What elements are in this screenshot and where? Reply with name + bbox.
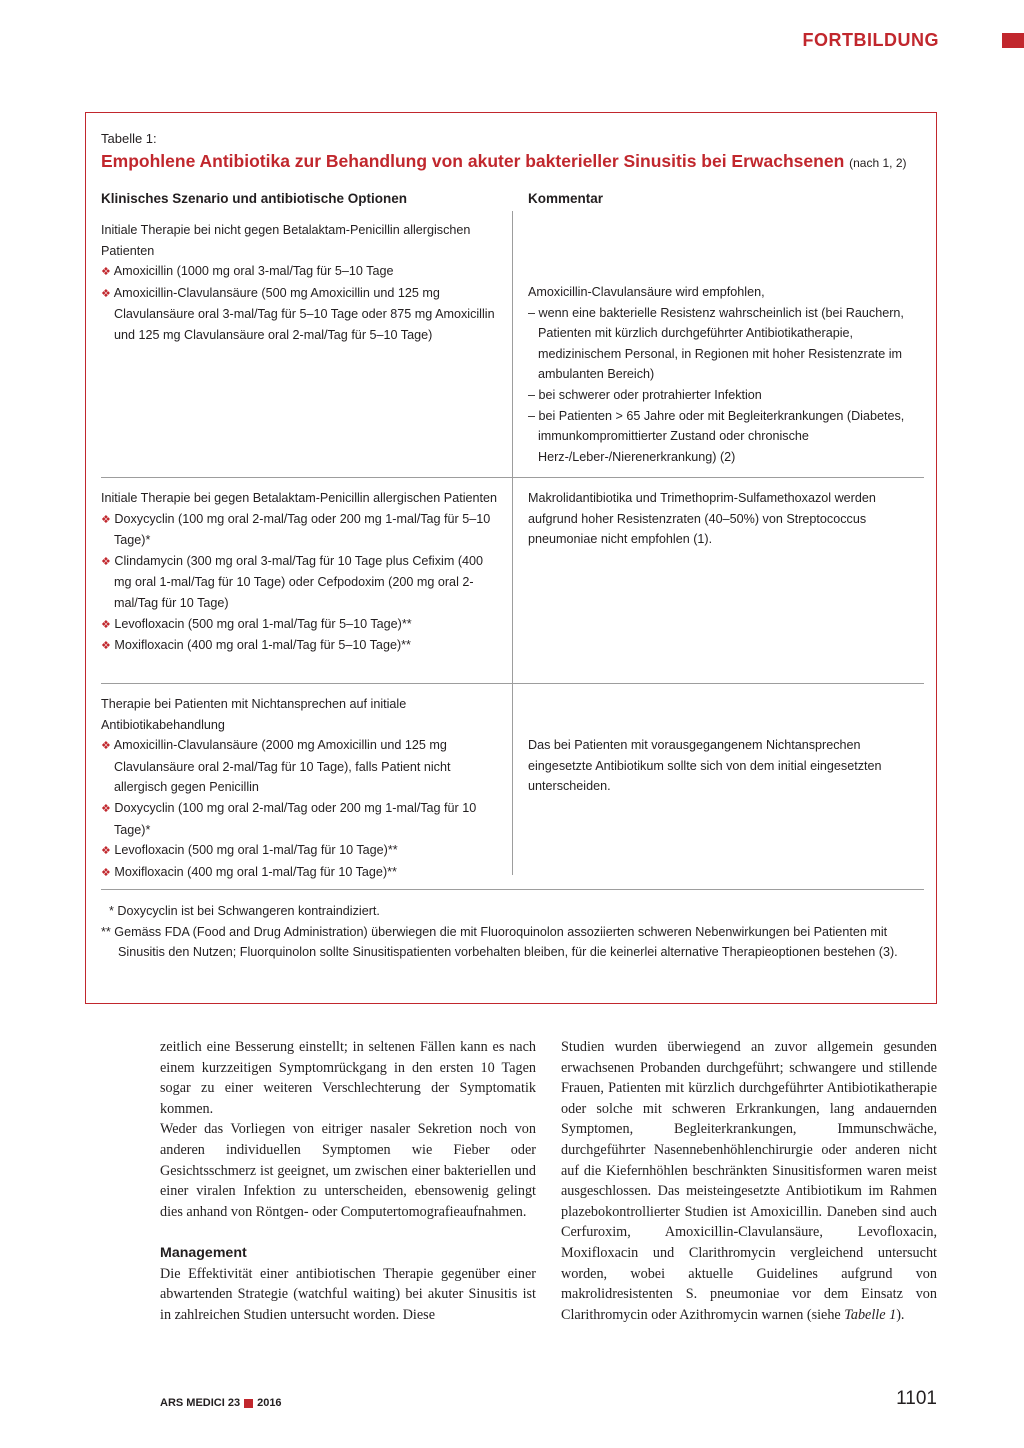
body-paragraph-main: Studien wurden überwiegend an zuvor allgemein gesunden erwachsenen Probanden durchgeführt; schwangere und stillende Frauen, Patienten mit kürzlich durchgeführter Antibiotikatherapie oder solche mit schweren Erkrankungen, lang andauernden Symptomen, Begleiterkrankungen, Immunschwäche, durchgeführter Nasennebenhöhlenchirurgie oder anderen nicht auf die Kiefernhöhlen beschränkten Sinusitisformen waren meist ausgeschlossen. Das meisteingesetzte Antibiotikum im Rahmen plazebokontrollierter Studien ist Amoxicillin. Daneben sind auch Cerfuroxim, Amoxicillin-Clavulansäure, Levofloxacin, Moxifloxacin und Clarithromycin vergleichend untersucht worden, wobei aktuelle Guidelines aufgrund von makrolidresistenten S. pneumoniae vor dem Einsatz von Clarithromycin oder Azithromycin warnen (siehe	[561, 1039, 937, 1323]
option-item	[101, 635, 501, 657]
table-row-1-scenario	[101, 220, 501, 346]
comment-text: Makrolidantibiotika und Trimethoprim-Sulfamethoxazol werden aufgrund hoher Resistenzraten (40–50%) von Streptococcus pneumoniae nicht empfohlen (1).	[528, 491, 876, 547]
comment-text: Das bei Patienten mit vorausgegangenem Nichtansprechen eingesetzte Antibiotikum sollte sich von dem initial eingesetzten unterscheiden.	[528, 738, 882, 794]
option-text: Clindamycin (300 mg oral 3-mal/Tag für 10 Tage plus Cefixim (400 mg oral 1-mal/Tag für 10 Tage) oder Cefpodoxim (200 mg oral 2-mal/Tag für 10 Tage)	[114, 553, 484, 610]
scenario-text: Initiale Therapie bei gegen Betalaktam-Penicillin allergischen Patienten	[101, 491, 498, 505]
option-item	[101, 840, 501, 862]
table-title-note: (nach 1, 2)	[849, 156, 907, 170]
comment-item: – wenn eine bakterielle Resistenz wahrscheinlich ist (bei Rauchern, Patienten mit kürzlich durchgeführter Antibiotikatherapie, medizinischem Personal, in Regionen mit hoher Resistenzrate im ambulanten Bereich)	[528, 305, 904, 382]
section-label: FORTBILDUNG	[802, 30, 939, 50]
table-panel	[85, 112, 937, 1004]
body-paragraph: zeitlich eine Besserung einstellt; in seltenen Fällen kann es nach einem kurzzeitigen Symptomrückgang in den ersten 10 Tagen sogar zu einer weiteren Verschlechterung der Symptomatik kommen.	[160, 1039, 536, 1117]
journal-year: 2016	[257, 1397, 282, 1409]
footer-marker	[244, 1399, 253, 1408]
body-paragraph: Weder das Vorliegen von eitriger nasaler Sekretion noch von anderen individuellen Symptomen wie Fieber oder Gesichtsschmerz ist geeignet, um zwischen einer bakteriellen und einer viralen Infektion zu unterscheiden, ebensowenig gelingt dies anhand von Röntgen- oder Computertomografieaufnahmen.	[160, 1121, 536, 1220]
option-text: Doxycyclin (100 mg oral 2-mal/Tag oder 200 mg 1-mal/Tag für 5–10 Tage)*	[114, 511, 491, 548]
option-text: Levofloxacin (500 mg oral 1-mal/Tag für 10 Tage)**	[114, 843, 398, 858]
scenario-text: Therapie bei Patienten mit Nichtansprechen auf initiale Antibiotikabehandlung	[101, 697, 407, 732]
option-text: Doxycyclin (100 mg oral 2-mal/Tag oder 200 mg 1-mal/Tag für 10 Tage)*	[114, 800, 477, 837]
column-divider	[512, 211, 513, 875]
body-paragraph	[561, 1037, 937, 1325]
option-text: Moxifloxacin (400 mg oral 1-mal/Tag für 5–10 Tage)**	[114, 638, 411, 653]
comment-intro: Amoxicillin-Clavulansäure wird empfohlen,	[528, 285, 765, 299]
table-row-3-comment	[528, 735, 928, 797]
diamond-bullet-icon: ❖	[101, 740, 111, 753]
table-title-text: Empohlene Antibiotika zur Behandlung von akuter bakterieller Sinusitis bei Erwachsenen	[101, 151, 845, 171]
option-item	[101, 862, 501, 884]
option-item	[101, 509, 501, 551]
body-column-left	[160, 1037, 536, 1325]
table-title	[101, 151, 931, 172]
option-text: Levofloxacin (500 mg oral 1-mal/Tag für 5–10 Tage)**	[114, 616, 412, 631]
footnote-1: * Doxycyclin ist bei Schwangeren kontraindiziert.	[109, 904, 380, 918]
diamond-bullet-icon: ❖	[101, 618, 111, 631]
option-item	[101, 261, 501, 283]
table-row-1-comment	[528, 282, 928, 467]
row-divider	[101, 889, 924, 890]
diamond-bullet-icon: ❖	[101, 845, 111, 858]
option-text: Amoxicillin-Clavulansäure (2000 mg Amoxicillin und 125 mg Clavulansäure oral 2-mal/Tag für 10 Tage), falls Patient nicht allergisch gegen Penicillin	[113, 738, 451, 795]
diamond-bullet-icon: ❖	[101, 513, 111, 526]
option-text: Moxifloxacin (400 mg oral 1-mal/Tag für 10 Tage)**	[114, 864, 397, 879]
journal-name: ARS MEDICI 23	[160, 1397, 241, 1409]
section-heading: Management	[160, 1244, 247, 1261]
option-text: Amoxicillin (1000 mg oral 3-mal/Tag für 5–10 Tage	[113, 264, 394, 279]
diamond-bullet-icon: ❖	[101, 866, 111, 879]
row-divider	[101, 683, 924, 684]
comment-item: – bei schwerer oder protrahierter Infektion	[528, 387, 762, 402]
table-row-2-scenario	[101, 488, 501, 657]
column-header-scenario: Klinisches Szenario und antibiotische Optionen	[101, 191, 408, 206]
diamond-bullet-icon: ❖	[101, 802, 111, 815]
option-item	[101, 735, 501, 798]
diamond-bullet-icon: ❖	[101, 266, 111, 279]
table-reference: Tabelle 1	[844, 1306, 897, 1323]
table-footnotes	[101, 901, 921, 963]
option-text: Amoxicillin-Clavulansäure (500 mg Amoxicillin und 125 mg Clavulansäure oral 3-mal/Tag für 5–10 Tage oder 875 mg Amoxicillin und 125 mg Clavulansäure oral 2-mal/Tag für 5–10 Tage)	[113, 285, 495, 342]
table-label: Tabelle 1:	[101, 131, 157, 146]
row-divider	[101, 477, 924, 478]
table-row-3-scenario	[101, 694, 501, 883]
diamond-bullet-icon: ❖	[101, 555, 111, 568]
footnote-2: ** Gemäss FDA (Food and Drug Administration) überwiegen die mit Fluoroquinolon assoziierten schweren Nebenwirkungen bei Patienten mit Sinusitis den Nutzen; Fluorquinolon sollte Sinusitispatienten vorbehalten bleiben, für die keinerlei alternative Therapieoptionen bestehen (3).	[101, 924, 898, 960]
option-item	[101, 614, 501, 636]
journal-footer	[160, 1397, 282, 1409]
option-item	[101, 283, 501, 346]
column-header-comment: Kommentar	[528, 191, 604, 206]
option-item	[101, 551, 501, 614]
body-paragraph-end: ).	[896, 1306, 905, 1323]
section-marker	[1002, 33, 1024, 48]
diamond-bullet-icon: ❖	[101, 287, 111, 300]
scenario-text: Initiale Therapie bei nicht gegen Betalaktam-Penicillin allergischen Patienten	[101, 223, 471, 258]
body-column-right	[561, 1037, 937, 1325]
table-row-2-comment	[528, 488, 928, 550]
comment-item: – bei Patienten > 65 Jahre oder mit Begleiterkrankungen (Diabetes, immunkompromittierter Zustand oder chronische Herz-/Leber-/Nierenerkrankung) (2)	[528, 408, 905, 464]
body-paragraph: Die Effektivität einer antibiotischen Therapie gegenüber einer abwartenden Strategie (watchful waiting) bei akuter Sinusitis ist in zahlreichen Studien untersucht worden. Diese	[160, 1265, 536, 1323]
option-item	[101, 798, 501, 840]
page-number: 1101	[896, 1388, 937, 1409]
diamond-bullet-icon: ❖	[101, 640, 111, 653]
